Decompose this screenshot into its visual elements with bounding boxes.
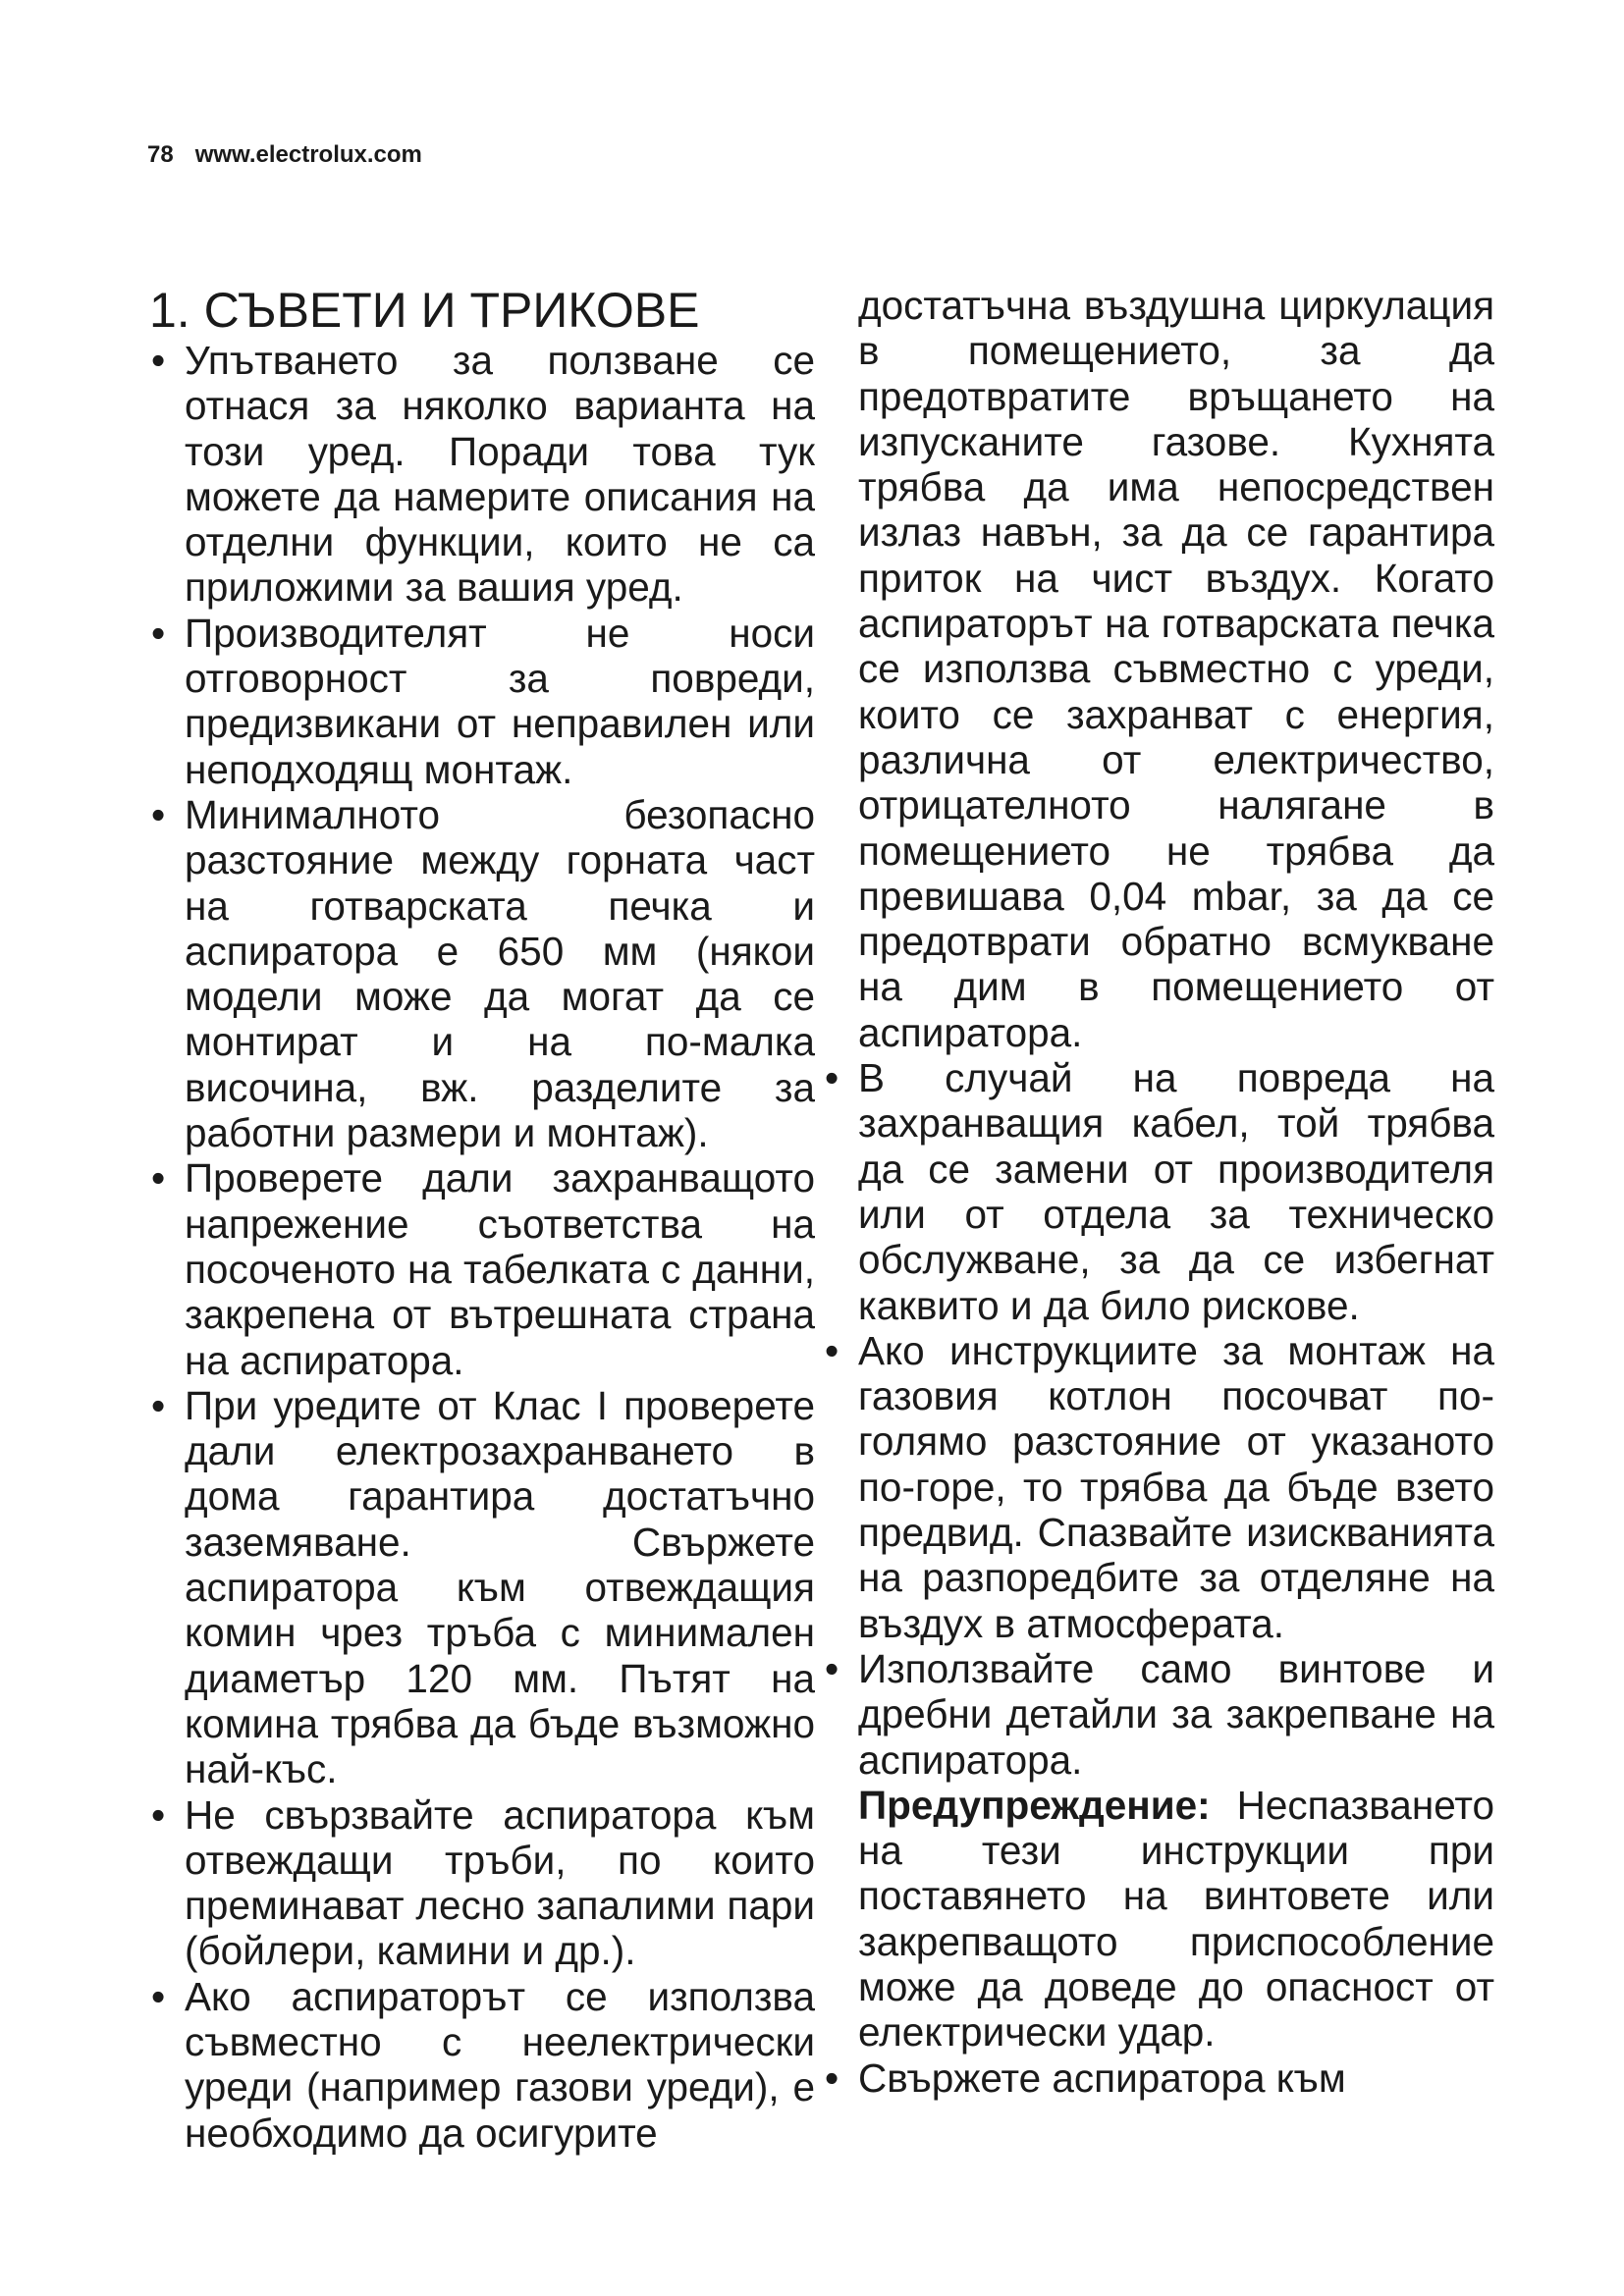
bullet-icon: • <box>151 1155 166 1201</box>
bullet-icon: • <box>151 610 166 656</box>
bullet-icon: • <box>825 1055 839 1101</box>
bullet-icon: • <box>151 338 166 383</box>
warning-label: Предупреждение: <box>858 1782 1211 1828</box>
website-url: www.electrolux.com <box>194 141 422 168</box>
bullet-icon: • <box>825 1327 839 1373</box>
list-item: • Използвайте само винтове и дребни детайли за закрепване на аспиратора. <box>825 1645 1494 1783</box>
warning-note <box>823 1783 1494 2056</box>
bullet-icon: • <box>825 1645 839 1691</box>
bullet-icon: • <box>151 1791 166 1838</box>
list-item: • При уредите от Клас I проверете дали електрозахранването в дома гарантира достатъчно заземяване. Свържете аспиратора към отвеждащия комин чрез тръба с минимален диаметър 120 мм. Пътят на комина трябва да бъде възможно най-къс. <box>151 1382 815 1792</box>
bullet-icon: • <box>825 2055 839 2101</box>
list-item: • Упътването за ползване се отнася за няколко варианта на този уред. Поради това тук можете да намерите описания на отделни функции, които не са приложими за вашия уред. <box>151 338 815 611</box>
list-item: • Ако инструкциите за монтаж на газовия котлон посочват по-голямо разстояние от указаното по-горе, то трябва да бъде взето предвид. Спазвайте изискванията на разпоредбите за отделяне на въздух в атмосферата. <box>825 1327 1494 1646</box>
section-title: 1. СЪВЕТИ И ТРИКОВЕ <box>149 283 700 338</box>
continued-paragraph: достатъчна въздушна циркулация в помещението, за да предотвратите връщането на изпусканите газове. Кухнята трябва да има непосредствен излаз навън, за да се гарантира приток на чист въздух. Когато аспираторът на готварската печка се използва съвместно с уреди, които се захранват с енергия, различна от електричество, отрицателното налягане в помещението не трябва да превишава 0,04 mbar, за да се предотврати обратно всмукване на дим в помещението от аспиратора. <box>858 283 1494 1055</box>
page-number: 78 <box>147 141 174 168</box>
bullet-icon: • <box>151 1382 166 1428</box>
right-tips-list-continued <box>823 2056 1494 2101</box>
list-item: • Минималното безопасно разстояние между горната част на готварската печка и аспиратора е 650 мм (някои модели може да могат да се монтират и на по-малка височина, вж. разделите за работни размери и монтаж). <box>151 791 815 1156</box>
warning-text: Неспазването на тези инструкции при поставянето на винтовете или закрепващото приспособление може да доведе до опасност от електрически удар. <box>858 1782 1494 2056</box>
list-item: • Свържете аспиратора към <box>825 2055 1346 2101</box>
bullet-icon: • <box>151 791 166 837</box>
right-column <box>823 283 1494 2101</box>
list-item: • Производителят не носи отговорност за повреди, предизвикани от неправилен или неподходящ монтаж. <box>151 610 815 792</box>
list-item: • В случай на повреда на захранващия кабел, той трябва да се замени от производителя или от отдела за техническо обслужване, за да се избегнат каквито и да било рискове. <box>825 1055 1494 1328</box>
left-column <box>149 283 815 2156</box>
left-tips-list <box>149 338 815 2156</box>
list-item: • Ако аспираторът се използва съвместно с неелектрически уреди (например газови уреди), е необходимо да осигурите <box>151 1973 815 2156</box>
list-item: • Проверете дали захранващото напрежение съответства на посоченото на табелката с данни, закрепена от вътрешната страна на аспиратора. <box>151 1155 815 1383</box>
bullet-icon: • <box>151 1973 166 2019</box>
page-header <box>147 141 422 169</box>
list-item: • Не свързвайте аспиратора към отвеждащи тръби, по които преминават лесно запалими пари (бойлери, камини и др.). <box>151 1791 815 1974</box>
right-tips-list <box>823 1055 1494 1783</box>
